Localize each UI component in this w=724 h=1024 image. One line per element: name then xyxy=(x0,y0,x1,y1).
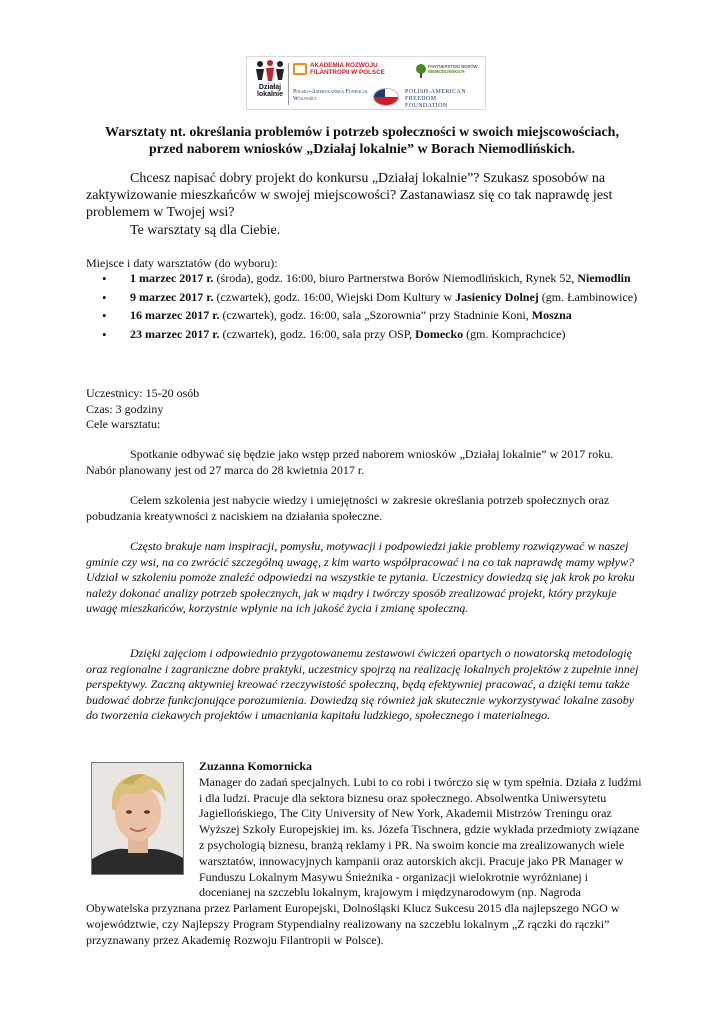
akademia-logo-text: AKADEMIA ROZWOJU FILANTROPII W POLSCE xyxy=(310,62,385,76)
trainer-name: Zuzanna Komornicka xyxy=(199,759,313,773)
date-place: Moszna xyxy=(531,308,572,322)
faw-english-name: POLISH-AMERICAN FREEDOM FOUNDATION xyxy=(405,89,467,109)
trainer-bio xyxy=(86,759,642,949)
partner-logos-banner xyxy=(246,56,486,110)
date-details: (czwartek), godz. 16:00, sala „Szorownia” przy Stadninie Koni, xyxy=(219,308,532,322)
akademia-logo-icon xyxy=(293,63,307,75)
title-line-2: przed naborem wniosków „Działaj lokalnie” w Borach Niemodlińskich. xyxy=(149,142,575,157)
partnerstwo-logo-text xyxy=(428,64,478,74)
goals-heading: Cele warsztatu: xyxy=(86,417,161,431)
duration-line: Czas: 3 godziny xyxy=(86,401,164,416)
meeting-paragraph: Spotkanie odbywać się będzie jako wstęp przed naborem wniosków „Działaj lokalnie” w 2017 roku. Nabór planowany jest od 27 marca do 28 kwietnia 2017 r. xyxy=(86,447,614,477)
trainer-description: Manager do zadań specjalnych. Lubi to co robi i twórczo się w tym spełnia. Działa z ludźmi i dla ludzi. Pracuje dla sektora biznesu oraz społecznego. Absolwentka Uniwersytetu Jagiellońskiego, The City University of New York, Akademii Mistrzów Treningu oraz Wyższej Szkoły Europejskiej im. ks. Józefa Tischnera, gdzie wykłada przedmioty związane z psychologią biznesu, branżą reklamy i PR. Na swoim koncie ma zrealizowanych wiele warsztatów, innowacyjnych kampanii oraz autorskich akcji. Pracuje jako PR Manager w Funduszu Lokalnym Masywu Śnieżnika - organizacji wielokrotnie wyróżnianej i docenianej na szczeblu lokalnym, krajowym i międzynarodowym (np. Nagroda Obywatelska przyznana przez Parlament Europejski, Dolnośląski Klucz Sukcesu 2015 dla najlepszego NGO w województwie, czy Najlepszy Program Stypendialny realizowany na szczeblu lokalnym „Z rączki do rączki” przyznawany przez Akademię Rozwoju Filantropii w Polsce). xyxy=(86,774,642,947)
partnerstwo-subtitle: NIEMODLIŃSKICH xyxy=(428,69,465,74)
participants-line: Uczestnicy: 15-20 osób xyxy=(86,386,200,400)
motivation-paragraph: Często brakuje nam inspiracji, pomysłu, motywacji i podpowiedzi jakie problemy rozwiązywać w naszej gminie czy wsi, na co zwrócić szczególną uwagę, z kim warto współpracować i na co tak naprawdę mamy wpływ? Udział w szkoleniu pomoże znaleźć odpowiedzi na wszystkie te pytania. Uczestnicy dowiedzą się jak krok po kroku należy dokonać analizy potrzeb społecznych, jak w mądry i twórczy sposób zrealizować projekt, który przykuje uwagę mieszkańców, korzystnie wpłynie na ich jakość życia i zmianę społeczną. xyxy=(86,539,635,615)
bullet-icon: • xyxy=(102,289,107,305)
tree-icon xyxy=(415,64,427,78)
date-label: 23 marzec 2017 r. xyxy=(130,326,220,341)
date-tail: (gm. Komprachcice) xyxy=(463,326,566,341)
workshop-meta xyxy=(86,386,642,433)
date-label: 9 marzec 2017 r. xyxy=(130,289,214,304)
dates-lead: Miejsce i daty warsztatów (do wyboru): xyxy=(86,256,278,270)
list-item xyxy=(86,327,642,343)
page-title xyxy=(72,124,652,158)
dzialaj-lokalnie-wordmark: Działaj lokalnie xyxy=(256,84,284,98)
dzialaj-lokalnie-figures-icon xyxy=(253,60,287,82)
list-item xyxy=(86,308,642,324)
list-item xyxy=(86,271,642,287)
date-details: (czwartek), godz. 16:00, sala przy OSP, xyxy=(219,326,416,341)
date-details: (środa), godz. 16:00, biuro Partnerstwa Borów Niemodlińskich, Rynek 52, xyxy=(213,271,578,285)
dates-list xyxy=(86,271,642,345)
date-place: Jasienicy Dolnej xyxy=(455,289,539,304)
aim-paragraph: Celem szkolenia jest nabycie wiedzy i umiejętności w zakresie określania potrzeb społecznych oraz pobudzania kreatywności z naciskiem na działania społeczne. xyxy=(86,493,610,523)
partnerstwo-title: PARTNERSTWO BORÓW xyxy=(428,64,478,69)
date-label: 16 marzec 2017 r. xyxy=(130,308,220,322)
date-tail: (gm. Łambinowice) xyxy=(538,289,638,304)
date-place: Niemodlin xyxy=(577,271,631,285)
intro-text: Chcesz napisać dobry projekt do konkursu „Działaj lokalnie”? Szukasz sposobów na zaktywizowanie mieszkańców w swojej miejscowości? Zastanawiasz się co tak naprawdę jest problemem w Twojej wsi? xyxy=(86,171,613,221)
methodology-paragraph: Dzięki zajęciom i odpowiednio przygotowanemu zestawowi ćwiczeń opartych o nowatorską metodologię oraz regionalne i zagraniczne dobre praktyki, uczestnicy spojrzą na realizację lokalnych projektów z zupełnie innej perspektywy. Zaczną aktywniej kreować rzeczywistość społeczną, będą efektywniej pracować, a dzięki temu także budować dobrze funkcjonujące porozumienia. Dowiedzą się również jak skutecznie wykorzystywać lokalne zasoby do tworzenia ciekawych projektów i umacniania kapitału ludzkiego, społecznego i materialnego. xyxy=(86,646,639,722)
title-line-1: Warsztaty nt. określania problemów i potrzeb społeczności w swoich miejscowościach, xyxy=(105,125,619,140)
intro-closing: Te warsztaty są dla Ciebie. xyxy=(130,222,281,238)
faw-flag-icon xyxy=(373,88,399,106)
faw-polish-name: Polsko-Amerykańska Fundacja Wolności xyxy=(293,89,368,102)
bullet-icon: • xyxy=(102,308,107,323)
intro-section xyxy=(86,170,646,239)
dzialaj-lokalnie-logo xyxy=(253,60,285,106)
bullet-icon: • xyxy=(102,271,107,286)
list-item xyxy=(86,290,642,306)
date-place: Domecko xyxy=(415,326,464,341)
logo-divider xyxy=(288,63,289,105)
bullet-icon: • xyxy=(102,326,107,342)
intro-paragraph xyxy=(86,170,646,222)
date-details: (czwartek), godz. 16:00, Wiejski Dom Kultury w xyxy=(213,289,456,304)
date-label: 1 marzec 2017 r. xyxy=(130,271,214,285)
